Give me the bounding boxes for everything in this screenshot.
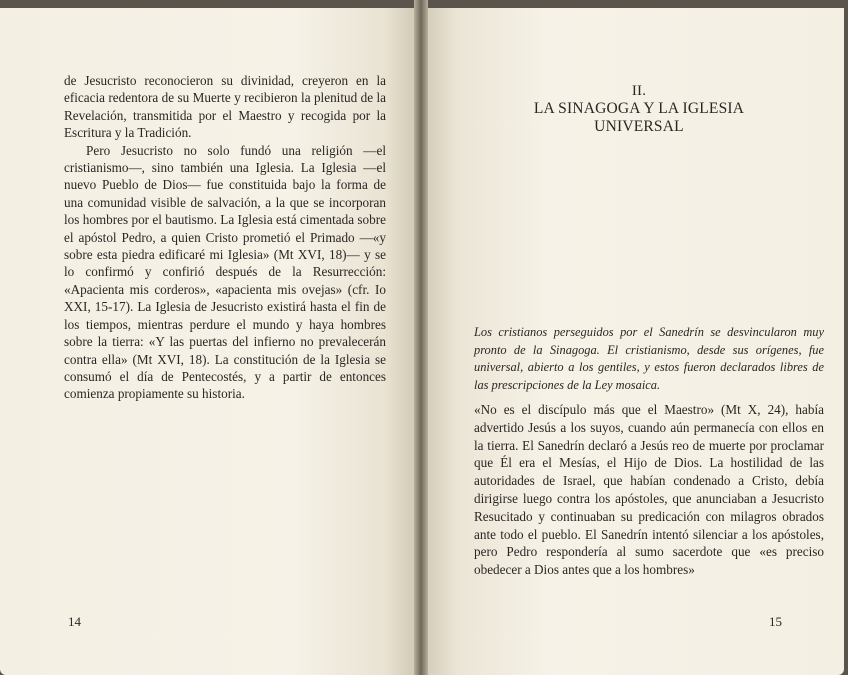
left-paragraph-1: de Jesucristo reconocieron su divinidad, creyeron en la eficacia redentora de su Muerte y recibieron la plenitud de la Revelación, transmitida por el Maestro y recogida por la Escritura y la Tradición.: [64, 73, 386, 141]
page-number-left: 14: [68, 614, 81, 629]
right-page-body: [474, 401, 824, 579]
chapter-number: II.: [631, 83, 647, 99]
left-paragraph-2: Pero Jesucristo no solo fundó una religión —el cristianismo—, sino también una Iglesia. La Iglesia —el nuevo Pueblo de Dios— fue constituida bajo la forma de una comunidad visible de salvación, a la que se incorporan los hombres por el bautismo. La Iglesia está cimentada sobre el apóstol Pedro, a quien Cristo prometió el Primado —«y sobre esta piedra edificaré mi Iglesia» (Mt XVI, 18)— y se lo confirmó y confirió después de la Resurrección: «Apacienta mis corderos», «apacienta mis ovejas» (cfr. Io XXI, 15-17). La Iglesia de Jesucristo existirá hasta el fin de los tiempos, mientras perdure el mundo y haya hombres sobre la tierra: «Y las puertas del infierno no prevalecerán contra ella» (Mt XVI, 18). La constitución de la Iglesia se consumó el día de Pentecostés, y a partir de entonces comienza propiamente su historia.: [64, 142, 386, 402]
book-gutter: [414, 0, 428, 675]
chapter-summary: Los cristianos perseguidos por el Sanedrín se desvincularon muy pronto de la Sinagoga. El cristianismo, desde sus orígenes, fue universal, abierto a los gentiles, y estos fueron declarados libres de las prescripciones de la Ley mosaica.: [474, 325, 824, 392]
chapter-title-line-1: LA SINAGOGA Y LA IGLESIA: [533, 100, 745, 117]
page-number-right: 15: [769, 614, 782, 629]
chapter-heading: [514, 82, 764, 136]
right-paragraph-1: «No es el discípulo más que el Maestro» (Mt X, 24), había advertido Jesús a los suyos, cuando aún permanecía con ellos en la tierra. El Sanedrín declaró a Jesús reo de muerte por proclamar que Él era el Mesías, el Hijo de Dios. La hostilidad de las autoridades de Israel, que habían condenado a Cristo, debía dirigirse luego contra los apóstoles, que anunciaban a Jesucristo Resucitado y continuaban su predicación con milagros obrados ante todo el pueblo. El Sanedrín intentó silenciar a los apóstoles, pero Pedro respondería al sumo sacerdote que «es preciso obedecer a Dios antes que a los hombres»: [474, 402, 824, 578]
left-page-body: [64, 72, 386, 403]
left-page: [0, 8, 418, 675]
chapter-title-line-2: UNIVERSAL: [594, 118, 684, 135]
right-page: [424, 8, 844, 675]
